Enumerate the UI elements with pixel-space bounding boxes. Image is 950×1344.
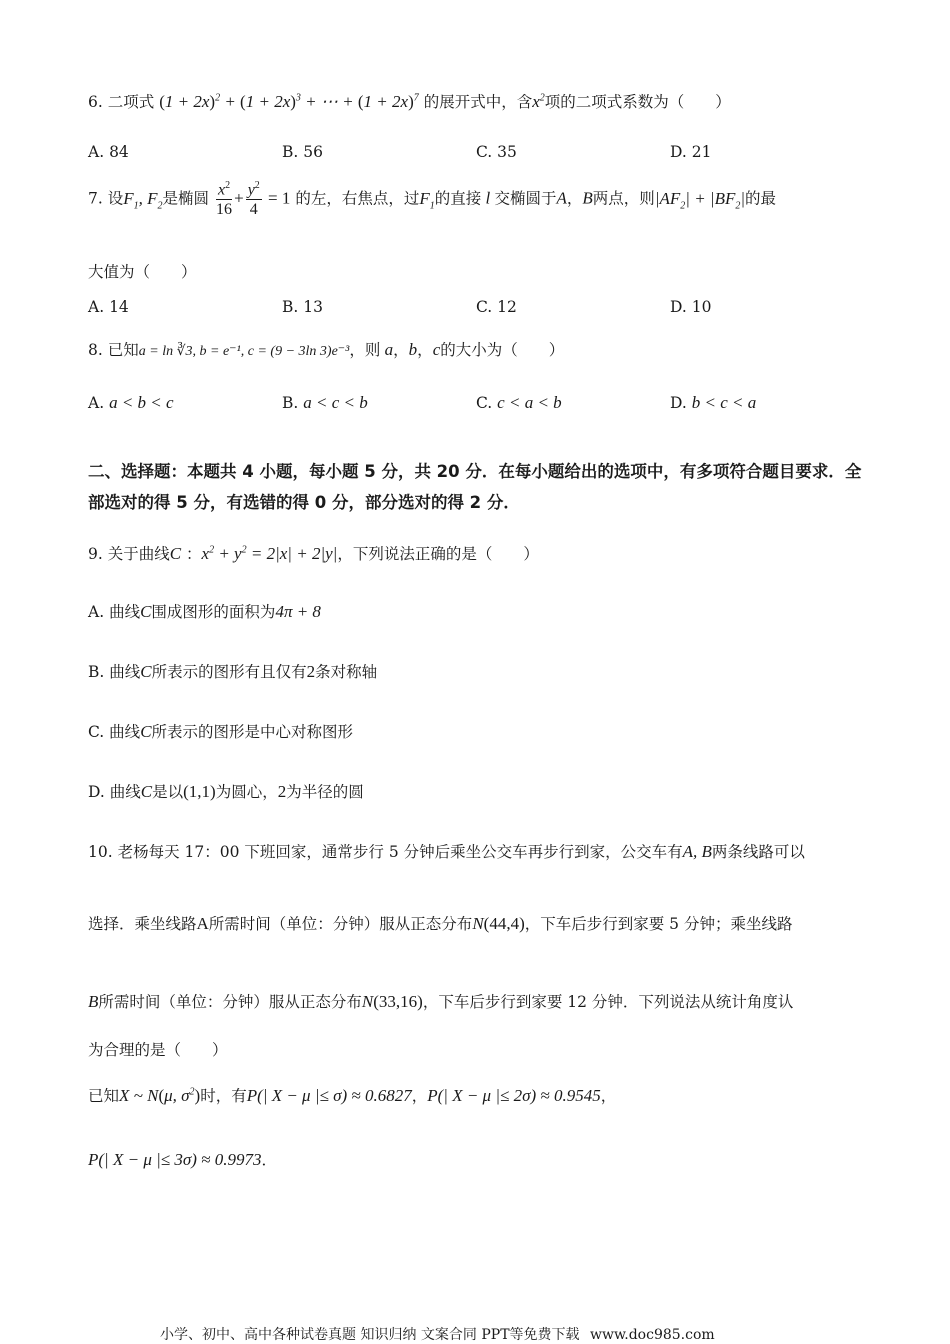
- q7-option-c[interactable]: C. 12: [476, 298, 517, 316]
- x-squared-term: $x^2$: [532, 92, 545, 111]
- question-number: 6.: [88, 93, 103, 111]
- question-number: 10.: [88, 843, 113, 861]
- footer-text: 小学、初中、高中各种试卷真题 知识归纳 文案合同 PPT等免费下载: [160, 1327, 580, 1343]
- abs-sum-expression: $|AF_2| + |BF_2|$: [654, 188, 746, 211]
- stem-text: 项的二项式系数为（ ）: [544, 93, 731, 111]
- question-7-line2: 大值为（ ）: [88, 263, 197, 281]
- prob-1sigma: P(| X − μ |≤ σ) ≈ 0.6827: [246, 1086, 412, 1105]
- question-9-stem: 9. 关于曲线C ：$x^2 + y^2 = 2|x| + 2|y|$，下列说法正确的是（ ）: [88, 544, 539, 563]
- q8-option-d[interactable]: D. b < c < a: [670, 393, 757, 412]
- prob-3sigma: P(| X − μ |≤ 3σ) ≈ 0.9973: [88, 1150, 262, 1169]
- question-10-line3: B所需时间（单位：分钟）服从正态分布N(33,16)，下车后步行到家要 12 分钟．下列说法从统计角度认: [88, 992, 794, 1011]
- q6-option-a[interactable]: A. 84: [88, 143, 129, 161]
- question-10-line6: P(| X − μ |≤ 3σ) ≈ 0.9973．: [88, 1150, 278, 1169]
- q9-option-b[interactable]: B. 曲线C所表示的图形有且仅有2条对称轴: [88, 662, 378, 681]
- page-footer: [160, 1324, 721, 1344]
- question-number: 7.: [88, 189, 103, 208]
- q8-option-a[interactable]: A. a < b < c: [88, 393, 174, 412]
- question-7-stem: 7. 设$F_1$, $F_2$是椭圆 $\frac{x^2}{16}$ + $\frac{y^2}{4}$ = 1 的左，右焦点，过$F_1$的直接 l 交椭圆于A，B两点，则$|AF_2| + |BF_2|$的最: [88, 180, 777, 218]
- given-formula: a = ln ∛3, b = e⁻¹, c = (9 − 3ln 3)e⁻³: [138, 344, 350, 359]
- curve-equation: $x^2 + y^2 = 2|x| + 2|y|$: [201, 544, 338, 563]
- question-10-line2: 选择．乘坐线路A所需时间（单位：分钟）服从正态分布N(44,4)，下车后步行到家要 5 分钟；乘坐线路: [88, 914, 793, 933]
- stem-text: 的展开式中，含: [423, 93, 533, 111]
- question-number: 8.: [88, 341, 103, 359]
- q9-option-d[interactable]: D. 曲线C是以(1,1)为圆心，2为半径的圆: [88, 782, 364, 801]
- question-10-line4: 为合理的是（ ）: [88, 1041, 228, 1059]
- question-10-line5: 已知X ~ N(μ, $\sigma^2$)时，有P(| X − μ |≤ σ) ≈ 0.6827，P(| X − μ |≤ 2σ) ≈ 0.9545，: [88, 1086, 617, 1105]
- q9-option-c[interactable]: C. 曲线C所表示的图形是中心对称图形: [88, 722, 354, 741]
- q7-option-b[interactable]: B. 13: [282, 298, 323, 316]
- binomial-expression: $(1 + 2x)^2 + (1 + 2x)^3$ + ⋯ + $(1 + 2x)^7$: [159, 92, 419, 111]
- q8-option-c[interactable]: C. c < a < b: [476, 393, 562, 412]
- q7-option-a[interactable]: A. 14: [88, 298, 129, 316]
- q6-option-c[interactable]: C. 35: [476, 143, 517, 161]
- stem-text: 二项式: [107, 93, 155, 111]
- q9-option-a[interactable]: A. 曲线C围成图形的面积为4π + 8: [88, 602, 321, 621]
- ellipse-x-term: $\frac{x^2}{16}$: [216, 180, 233, 218]
- footer-link[interactable]: www.doc985.com: [589, 1327, 715, 1343]
- question-10-line1: 10. 老杨每天 17：00 下班回家，通常步行 5 分钟后乘坐公交车再步行到家，公交车有A, B两条线路可以: [88, 842, 805, 861]
- question-8-stem: 8. 已知a = ln ∛3, b = e⁻¹, c = (9 − 3ln 3)e⁻³，则 a，b，c的大小为（ ）: [88, 340, 565, 359]
- prob-2sigma: P(| X − μ |≤ 2σ) ≈ 0.9545: [427, 1086, 601, 1105]
- q8-option-b[interactable]: B. a < c < b: [282, 393, 368, 412]
- section-2-heading: 二、选择题：本题共 4 小题，每小题 5 分，共 20 分．在每小题给出的选项中，有多项符合题目要求．全部选对的得 5 分，有选错的得 0 分，部分选对的得 2 分．: [88, 462, 862, 513]
- q7-option-d[interactable]: D. 10: [670, 298, 712, 316]
- q6-option-d[interactable]: D. 21: [670, 143, 712, 161]
- ellipse-y-term: $\frac{y^2}{4}$: [247, 180, 260, 218]
- question-6-stem: [88, 90, 731, 114]
- foci-symbols: $F_1$, $F_2$: [123, 188, 163, 211]
- q6-option-b[interactable]: B. 56: [282, 143, 323, 161]
- question-number: 9.: [88, 545, 103, 563]
